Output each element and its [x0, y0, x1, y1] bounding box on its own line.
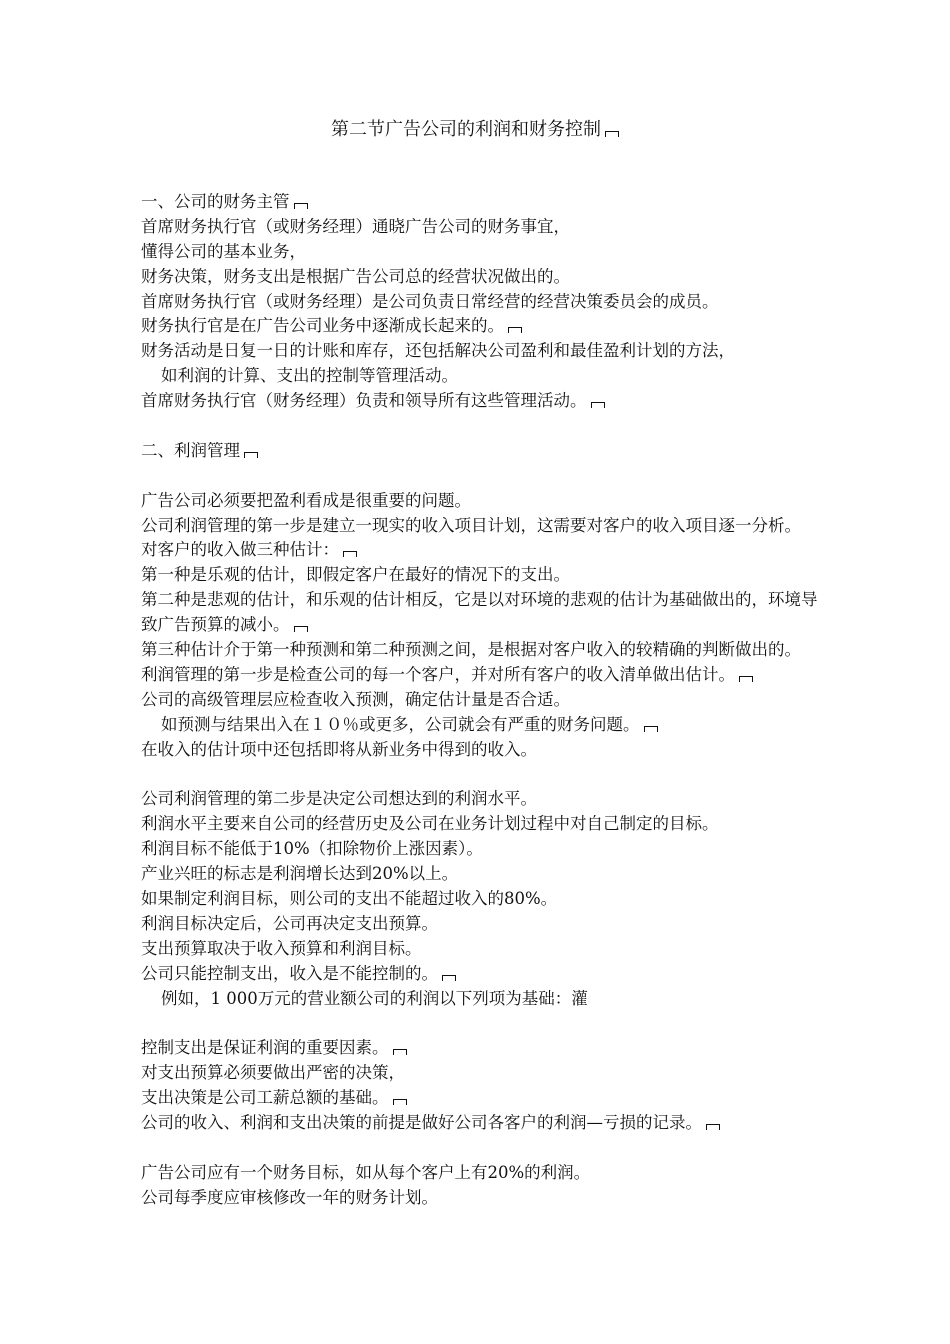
blank-line	[141, 414, 861, 439]
line-text: 在收入的估计项中还包括即将从新业务中得到的收入。	[141, 739, 537, 759]
paragraph-mark-icon	[508, 327, 522, 333]
text-line	[141, 1111, 861, 1136]
document-title	[0, 116, 950, 144]
paragraph-mark-icon	[605, 131, 619, 137]
line-text: 二、利润管理	[141, 440, 240, 460]
line-text: 公司每季度应审核修改一年的财务计划。	[141, 1187, 438, 1207]
text-line	[141, 1161, 861, 1186]
line-text: 公司的高级管理层应检查收入预测，确定估计量是否合适。	[141, 689, 570, 709]
line-text: 第二种是悲观的估计，和乐观的估计相反，它是以对环境的悲观的估计为基础做出的，环境导	[141, 590, 818, 610]
line-text: 支出决策是公司工薪总额的基础。	[141, 1088, 389, 1108]
paragraph-mark-icon	[442, 975, 456, 981]
blank-line	[141, 1011, 861, 1036]
text-line	[141, 638, 861, 663]
text-line	[141, 738, 861, 763]
line-text: 如果制定利润目标，则公司的支出不能超过收入的80%。	[141, 888, 558, 908]
line-text: 懂得公司的基本业务，	[141, 241, 306, 261]
line-text: 第一种是乐观的估计，即假定客户在最好的情况下的支出。	[141, 565, 570, 585]
document-title-text: 第二节广告公司的利润和财务控制	[331, 119, 601, 140]
text-line	[141, 862, 861, 887]
line-text: 公司利润管理的第一步是建立一现实的收入项目计划，这需要对客户的收入项目逐一分析。	[141, 515, 801, 535]
line-text: 第三种估计介于第一种预测和第二种预测之间，是根据对客户收入的较精确的判断做出的。	[141, 640, 801, 660]
text-line	[141, 588, 861, 613]
text-line	[141, 314, 861, 339]
line-text: 控制支出是保证利润的重要因素。	[141, 1038, 389, 1058]
text-line	[141, 688, 861, 713]
line-text: 利润目标不能低于10%（扣除物价上涨因素）。	[141, 839, 483, 859]
text-line	[141, 1086, 861, 1111]
document-body	[141, 190, 861, 1211]
paragraph-mark-icon	[393, 1049, 407, 1055]
line-text: 利润水平主要来自公司的经营历史及公司在业务计划过程中对自己制定的目标。	[141, 814, 719, 834]
text-line	[141, 713, 861, 738]
line-text: 例如，1 000万元的营业额公司的利润以下列项为基础：灌	[161, 988, 588, 1008]
text-line	[141, 1186, 861, 1211]
text-line	[141, 663, 861, 688]
line-text: 首席财务执行官（财务经理）负责和领导所有这些管理活动。	[141, 391, 587, 411]
line-text: 首席财务执行官（或财务经理）通晓广告公司的财务事宜，	[141, 216, 570, 236]
text-line	[141, 812, 861, 837]
line-text: 对客户的收入做三种估计：	[141, 540, 339, 560]
line-text: 利润目标决定后，公司再决定支出预算。	[141, 913, 438, 933]
paragraph-mark-icon	[591, 402, 605, 408]
text-line	[141, 190, 861, 215]
text-line	[141, 887, 861, 912]
blank-line	[141, 1136, 861, 1161]
text-line	[141, 364, 861, 389]
line-text: 如预测与结果出入在１０％或更多，公司就会有严重的财务问题。	[161, 714, 640, 734]
paragraph-mark-icon	[294, 203, 308, 209]
line-text: 财务决策，财务支出是根据广告公司总的经营状况做出的。	[141, 266, 570, 286]
text-line	[141, 265, 861, 290]
text-line	[141, 962, 861, 987]
text-line	[141, 563, 861, 588]
text-line	[141, 1061, 861, 1086]
paragraph-mark-icon	[294, 626, 308, 632]
line-text: 公司只能控制支出，收入是不能控制的。	[141, 963, 438, 983]
paragraph-mark-icon	[706, 1124, 720, 1130]
text-line	[141, 1036, 861, 1061]
text-line	[141, 240, 861, 265]
line-text: 利润管理的第一步是检查公司的每一个客户，并对所有客户的收入清单做出估计。	[141, 664, 735, 684]
text-line	[141, 389, 861, 414]
text-line	[141, 937, 861, 962]
paragraph-mark-icon	[244, 452, 258, 458]
line-text: 公司的收入、利润和支出决策的前提是做好公司各客户的利润—亏损的记录。	[141, 1112, 702, 1132]
line-text: 支出预算取决于收入预算和利润目标。	[141, 938, 422, 958]
line-text: 如利润的计算、支出的控制等管理活动。	[161, 366, 458, 386]
blank-line	[141, 464, 861, 489]
line-text: 致广告预算的减小。	[141, 615, 290, 635]
line-text: 广告公司应有一个财务目标，如从每个客户上有20%的利润。	[141, 1162, 591, 1182]
text-line	[141, 912, 861, 937]
paragraph-mark-icon	[644, 726, 658, 732]
text-line	[141, 339, 861, 364]
line-text: 首席财务执行官（或财务经理）是公司负责日常经营的经营决策委员会的成员。	[141, 291, 719, 311]
text-line	[141, 538, 861, 563]
line-text: 财务执行官是在广告公司业务中逐渐成长起来的。	[141, 316, 504, 336]
text-line	[141, 613, 861, 638]
text-line	[141, 787, 861, 812]
paragraph-mark-icon	[393, 1099, 407, 1105]
text-line	[141, 439, 861, 464]
blank-line	[141, 762, 861, 787]
line-text: 一、公司的财务主管	[141, 192, 290, 211]
line-text: 产业兴旺的标志是利润增长达到20%以上。	[141, 864, 459, 884]
line-text: 广告公司必须要把盈利看成是很重要的问题。	[141, 490, 471, 510]
paragraph-mark-icon	[739, 676, 753, 682]
line-text: 财务活动是日复一日的计账和库存，还包括解决公司盈利和最佳盈利计划的方法，	[141, 341, 735, 361]
paragraph-mark-icon	[343, 551, 357, 557]
text-line	[141, 837, 861, 862]
text-line	[141, 215, 861, 240]
line-text: 公司利润管理的第二步是决定公司想达到的利润水平。	[141, 789, 537, 809]
line-text: 对支出预算必须要做出严密的决策，	[141, 1063, 405, 1083]
text-line	[141, 290, 861, 315]
text-line	[141, 514, 861, 539]
text-line	[141, 987, 861, 1012]
text-line	[141, 489, 861, 514]
